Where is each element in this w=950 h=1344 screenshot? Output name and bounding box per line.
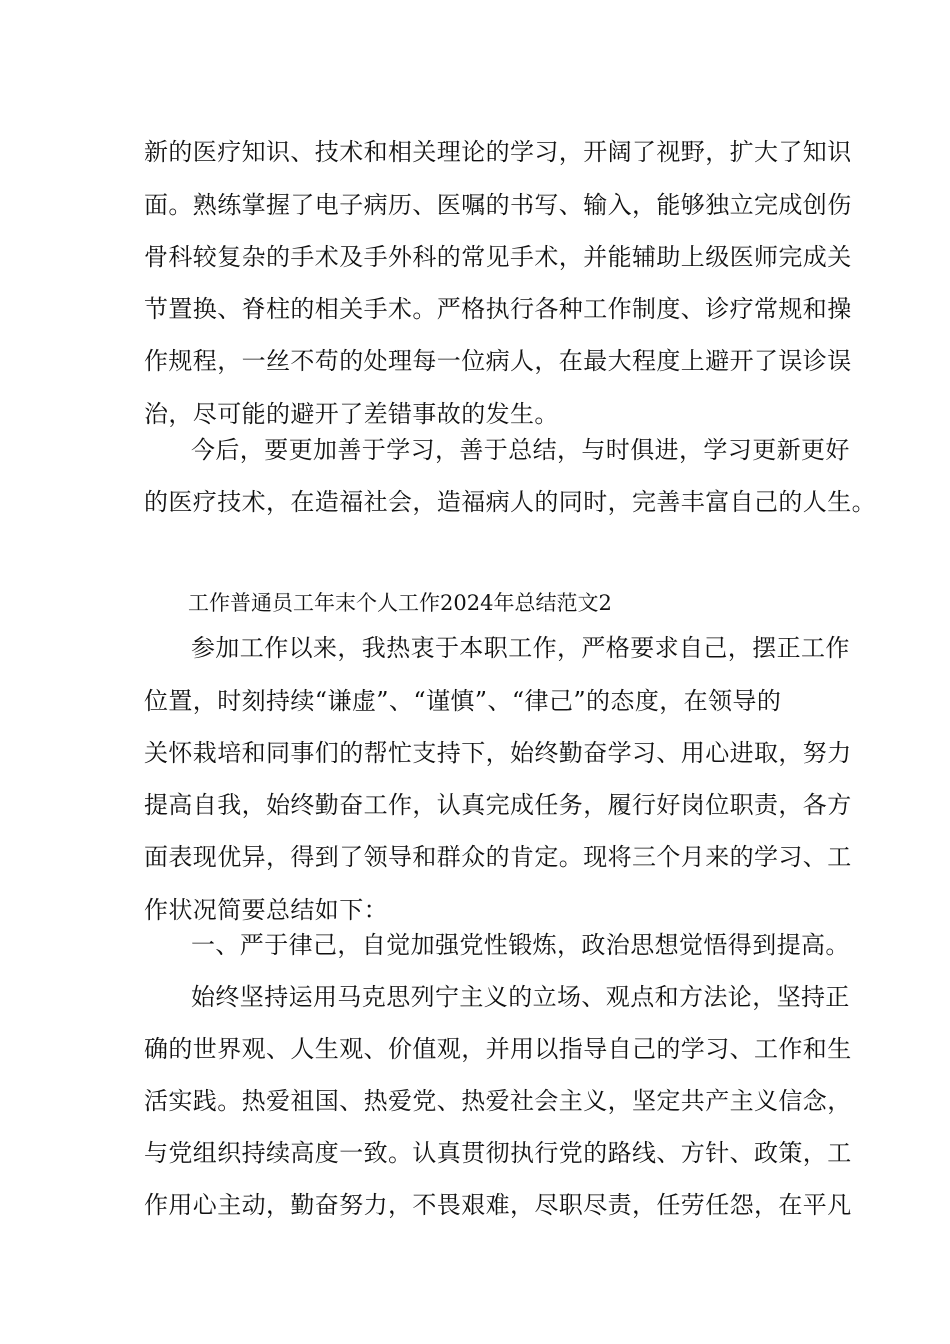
paragraph-first-line: 今后，要更加善于学习，善于总结，与时俱进，学习更新更好 [191, 436, 850, 464]
body-text-line: 关怀栽培和同事们的帮忙支持下，始终勤奋学习、用心进取，努力 [144, 739, 852, 767]
body-text-line: 骨科较复杂的手术及手外科的常见手术，并能辅助上级医师完成关 [144, 243, 852, 271]
body-text-line: 节置换、脊柱的相关手术。严格执行各种工作制度、诊疗常规和操 [144, 295, 852, 323]
body-text-line: 确的世界观、人生观、价值观，并用以指导自己的学习、工作和生 [144, 1035, 852, 1063]
section-heading: 工作普通员工年末个人工作2024年总结范文2 [188, 591, 612, 615]
body-text-line: 治，尽可能的避开了差错事故的发生。 [144, 400, 559, 428]
paragraph-first-line: 参加工作以来，我热衷于本职工作，严格要求自己，摆正工作 [191, 634, 850, 662]
body-text-line: 位置，时刻持续“谦虚”、“谨慎”、“律己”的态度，在领导的 [144, 687, 782, 715]
body-text-line: 面表现优异，得到了领导和群众的肯定。现将三个月来的学习、工 [144, 843, 852, 871]
paragraph-first-line: 始终坚持运用马克思列宁主义的立场、观点和方法论，坚持正 [191, 983, 850, 1011]
body-text-line: 与党组织持续高度一致。认真贯彻执行党的路线、方针、政策，工 [144, 1139, 852, 1167]
body-text-line: 提高自我，始终勤奋工作，认真完成任务，履行好岗位职责，各方 [144, 791, 852, 819]
body-text-line: 的医疗技术，在造福社会，造福病人的同时，完善丰富自己的人生。 [144, 488, 876, 516]
body-text-line: 作规程，一丝不苟的处理每一位病人，在最大程度上避开了误诊误 [144, 347, 852, 375]
section-subheading: 一、严于律己，自觉加强党性锻炼，政治思想觉悟得到提高。 [191, 931, 850, 959]
body-text-line: 新的医疗知识、技术和相关理论的学习，开阔了视野，扩大了知识 [144, 138, 852, 166]
body-text-line: 面。熟练掌握了电子病历、医嘱的书写、输入，能够独立完成创伤 [144, 191, 852, 219]
body-text-line: 作用心主动，勤奋努力，不畏艰难，尽职尽责，任劳任怨，在平凡 [144, 1191, 852, 1219]
body-text-line: 活实践。热爱祖国、热爱党、热爱社会主义，坚定共产主义信念， [144, 1087, 852, 1115]
body-text-line: 作状况简要总结如下： [144, 896, 388, 924]
